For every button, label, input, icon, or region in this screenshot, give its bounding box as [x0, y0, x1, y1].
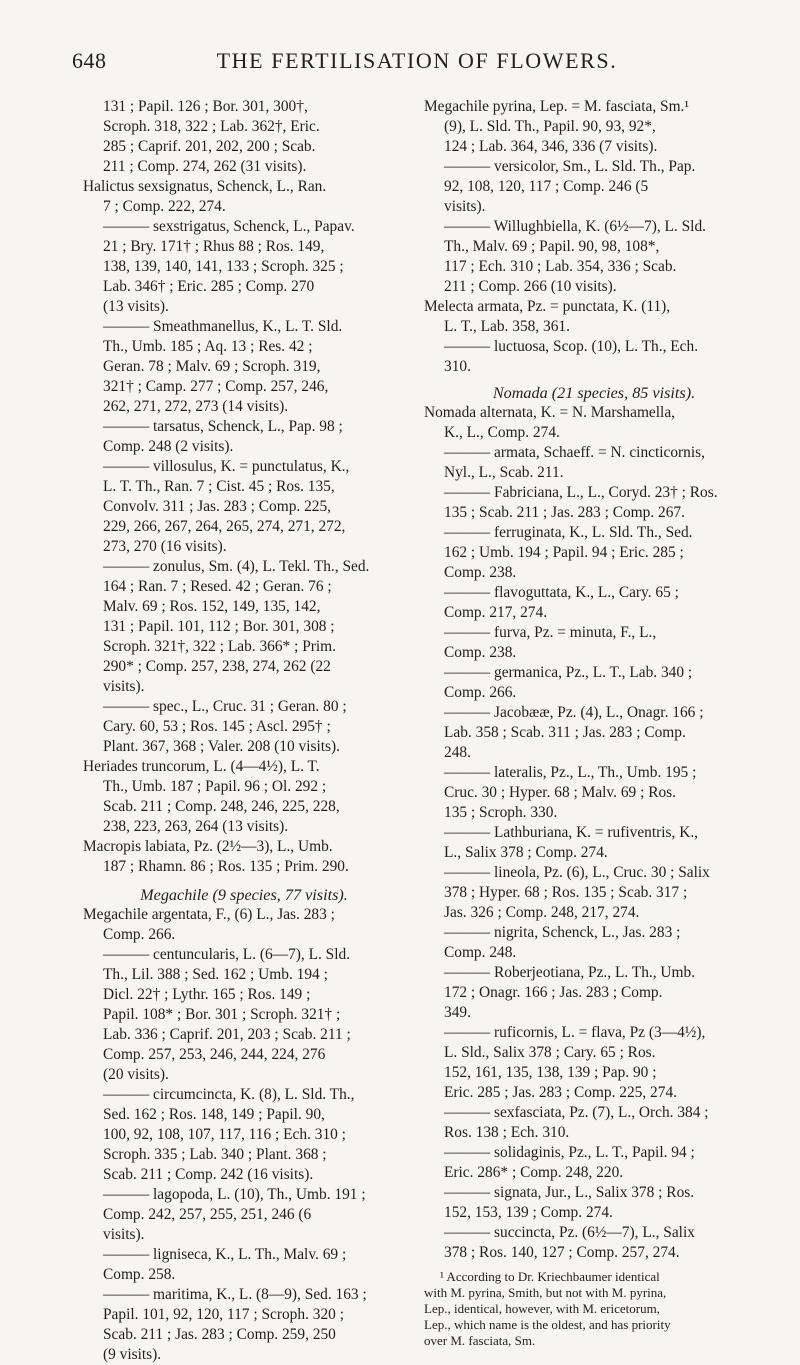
entry-line: Cary. 60, 53 ; Ros. 145 ; Ascl. 295† ; — [103, 718, 331, 735]
right-column — [424, 97, 764, 1349]
footnote-line: Lep., identical, however, with M. ericetorum, — [424, 1301, 660, 1316]
entry-line: 285 ; Caprif. 201, 202, 200 ; Scab. — [103, 138, 316, 155]
entry-line: Scroph. 318, 322 ; Lab. 362†, Eric. — [103, 118, 320, 135]
running-title: THE FERTILISATION OF FLOWERS. — [216, 48, 618, 73]
entry-line: Comp. 238. — [444, 564, 517, 581]
entry-line: Scab. 211 ; Comp. 242 (16 visits). — [103, 1166, 314, 1183]
entry-line: Th., Lil. 388 ; Sed. 162 ; Umb. 194 ; — [103, 966, 328, 983]
entry-line: 310. — [444, 358, 471, 375]
entry-line: Scab. 211 ; Comp. 248, 246, 225, 228, — [103, 798, 340, 815]
entry-line: 211 ; Comp. 274, 262 (31 visits). — [103, 158, 307, 175]
entry-line: Sed. 162 ; Ros. 148, 149 ; Papil. 90, — [103, 1106, 325, 1123]
entry-line: Convolv. 311 ; Jas. 283 ; Comp. 225, — [103, 498, 332, 515]
entry-line: (9), L. Sld. Th., Papil. 90, 93, 92*, — [444, 118, 656, 135]
entry-line: 187 ; Rhamn. 86 ; Ros. 135 ; Prim. 290. — [103, 858, 349, 875]
entry-line: ——— Smeathmanellus, K., L. T. Sld. — [103, 318, 343, 335]
entry-line: ——— Lathburiana, K. = rufiventris, K., — [444, 824, 699, 841]
entry-line: 92, 108, 120, 117 ; Comp. 246 (5 — [444, 178, 649, 195]
entry-line: 100, 92, 108, 107, 117, 116 ; Ech. 310 ; — [103, 1126, 346, 1143]
entry-line: 162 ; Umb. 194 ; Papil. 94 ; Eric. 285 ; — [444, 544, 684, 561]
entry-line: Papil. 108* ; Bor. 301 ; Scroph. 321† ; — [103, 1006, 341, 1023]
entry-line: Scroph. 321†, 322 ; Lab. 366* ; Prim. — [103, 638, 336, 655]
entry-line: Comp. 248 (2 visits). — [103, 438, 234, 455]
entry-line: 135 ; Scab. 211 ; Jas. 283 ; Comp. 267. — [444, 504, 685, 521]
entry-line: Geran. 78 ; Malv. 69 ; Scroph. 319, — [103, 358, 321, 375]
entry-line: ——— lineola, Pz. (6), L., Cruc. 30 ; Salix — [444, 864, 710, 881]
entry-line: Scroph. 335 ; Lab. 340 ; Plant. 368 ; — [103, 1146, 327, 1163]
entry-line: 131 ; Papil. 126 ; Bor. 301, 300†, — [103, 98, 308, 115]
entry-line: ——— versicolor, Sm., L. Sld. Th., Pap. — [444, 158, 696, 175]
entry-line: ——— armata, Schaeff. = N. cincticornis, — [444, 444, 705, 461]
entry-line: ——— luctuosa, Scop. (10), L. Th., Ech. — [444, 338, 699, 355]
entry-line: L. T. Th., Ran. 7 ; Cist. 45 ; Ros. 135, — [103, 478, 335, 495]
entry-line: L. T., Lab. 358, 361. — [444, 318, 570, 335]
entry-line: ——— Jacobææ, Pz. (4), L., Onagr. 166 ; — [444, 704, 704, 721]
entry-line: Comp. 257, 253, 246, 244, 224, 276 — [103, 1046, 326, 1063]
entry-line: 21 ; Bry. 171† ; Rhus 88 ; Ros. 149, — [103, 238, 325, 255]
entry-line: Nyl., L., Scab. 211. — [444, 464, 564, 481]
entry-line: Scab. 211 ; Jas. 283 ; Comp. 259, 250 — [103, 1326, 336, 1343]
entry-line: Nomada alternata, K. = N. Marshamella, — [424, 404, 675, 421]
entry-line: Macropis labiata, Pz. (2½—3), L., Umb. — [83, 838, 333, 855]
entry-line: ——— signata, Jur., L., Salix 378 ; Ros. — [444, 1184, 695, 1201]
entry-line: 152, 153, 139 ; Comp. 274. — [444, 1204, 613, 1221]
entry-line: (13 visits). — [103, 298, 169, 315]
entry-line: ——— ruficornis, L. = flava, Pz (3—4½), — [444, 1024, 706, 1041]
entry-line: ——— flavoguttata, K., L., Cary. 65 ; — [444, 584, 679, 601]
entry-line: ——— tarsatus, Schenck, L., Pap. 98 ; — [103, 418, 343, 435]
entry-line: L. Sld., Salix 378 ; Cary. 65 ; Ros. — [444, 1044, 656, 1061]
entry-line: Comp. 242, 257, 255, 251, 246 (6 — [103, 1206, 312, 1223]
entry-line: Megachile pyrina, Lep. = M. fasciata, Sm.¹ — [424, 98, 690, 115]
entry-line: Lab. 358 ; Scab. 311 ; Jas. 283 ; Comp. — [444, 724, 686, 741]
entry-line: 321† ; Camp. 277 ; Comp. 257, 246, — [103, 378, 329, 395]
entry-line: ——— ferruginata, K., L. Sld. Th., Sed. — [444, 524, 693, 541]
entry-line: visits). — [444, 198, 486, 215]
entry-line: Comp. 266. — [103, 926, 176, 943]
entry-line: Eric. 285 ; Jas. 283 ; Comp. 225, 274. — [444, 1084, 677, 1101]
entry-line: Cruc. 30 ; Hyper. 68 ; Malv. 69 ; Ros. — [444, 784, 676, 801]
footnote-line: ¹ According to Dr. Kriechbaumer identical — [440, 1269, 660, 1284]
section-heading: Nomada (21 species, 85 visits). — [492, 384, 696, 402]
entry-line: visits). — [103, 1226, 145, 1243]
entry-line: (9 visits). — [103, 1346, 162, 1363]
entry-line: 124 ; Lab. 364, 346, 336 (7 visits). — [444, 138, 658, 155]
entry-line: Dicl. 22† ; Lythr. 165 ; Ros. 149 ; — [103, 986, 311, 1003]
entry-line: Plant. 367, 368 ; Valer. 208 (10 visits). — [103, 738, 340, 755]
entry-line: 7 ; Comp. 222, 274. — [103, 198, 226, 215]
entry-line: Heriades truncorum, L. (4—4½), L. T. — [83, 758, 320, 775]
entry-line: ——— germanica, Pz., L. T., Lab. 340 ; — [444, 664, 693, 681]
entry-line: ——— furva, Pz. = minuta, F., L., — [444, 624, 657, 641]
entry-line: ——— sexstrigatus, Schenck, L., Papav. — [103, 218, 355, 235]
entry-line: (20 visits). — [103, 1066, 169, 1083]
entry-line: Malv. 69 ; Ros. 152, 149, 135, 142, — [103, 598, 321, 615]
entry-line: Papil. 101, 92, 120, 117 ; Scroph. 320 ; — [103, 1306, 344, 1323]
entry-line: 164 ; Ran. 7 ; Resed. 42 ; Geran. 76 ; — [103, 578, 332, 595]
entry-line: Megachile argentata, F., (6) L., Jas. 283 ; — [83, 906, 335, 923]
entry-line: 211 ; Comp. 266 (10 visits). — [444, 278, 617, 295]
entry-line: Comp. 248. — [444, 944, 517, 961]
entry-line: Eric. 286* ; Comp. 248, 220. — [444, 1164, 624, 1181]
entry-line: ——— Roberjeotiana, Pz., L. Th., Umb. — [444, 964, 696, 981]
page-number: 648 — [72, 48, 107, 73]
entry-line: 273, 270 (16 visits). — [103, 538, 227, 555]
entry-line: ——— sexfasciata, Pz. (7), L., Orch. 384 ; — [444, 1104, 709, 1121]
spacer — [83, 877, 405, 885]
entry-line: Th., Umb. 187 ; Papil. 96 ; Ol. 292 ; — [103, 778, 327, 795]
entry-line: 290* ; Comp. 257, 238, 274, 262 (22 — [103, 658, 331, 675]
footnote-line: with M. pyrina, Smith, but not with M. pyrina, — [424, 1285, 667, 1300]
entry-line: ——— nigrita, Schenck, L., Jas. 283 ; — [444, 924, 681, 941]
entry-line: ——— villosulus, K. = punctulatus, K., — [103, 458, 350, 475]
entry-line: Lab. 346† ; Eric. 285 ; Comp. 270 — [103, 278, 315, 295]
entry-line: Lab. 336 ; Caprif. 201, 203 ; Scab. 211 ; — [103, 1026, 351, 1043]
entry-line: 135 ; Scroph. 330. — [444, 804, 558, 821]
entry-line: 238, 223, 263, 264 (13 visits). — [103, 818, 289, 835]
entry-line: ——— spec., L., Cruc. 31 ; Geran. 80 ; — [103, 698, 347, 715]
entry-line: Th., Malv. 69 ; Papil. 90, 98, 108*, — [444, 238, 660, 255]
entry-line: ——— lateralis, Pz., L., Th., Umb. 195 ; — [444, 764, 697, 781]
entry-line: Halictus sexsignatus, Schenck, L., Ran. — [83, 178, 327, 195]
entry-line: K., L., Comp. 274. — [444, 424, 560, 441]
entry-line: Comp. 217, 274. — [444, 604, 548, 621]
entry-line: 138, 139, 140, 141, 133 ; Scroph. 325 ; — [103, 258, 344, 275]
entry-line: Th., Umb. 185 ; Aq. 13 ; Res. 42 ; — [103, 338, 313, 355]
page-header — [72, 48, 762, 78]
entry-line: ——— centuncularis, L. (6—7), L. Sld. — [103, 946, 351, 963]
entry-line: ——— ligniseca, K., L. Th., Malv. 69 ; — [103, 1246, 347, 1263]
entry-line: 131 ; Papil. 101, 112 ; Bor. 301, 308 ; — [103, 618, 335, 635]
entry-line: 378 ; Hyper. 68 ; Ros. 135 ; Scab. 317 ; — [444, 884, 688, 901]
entry-line: ——— lagopoda, L. (10), Th., Umb. 191 ; — [103, 1186, 366, 1203]
entry-line: 248. — [444, 744, 471, 761]
footnote-line: over M. fasciata, Sm. — [424, 1333, 536, 1348]
entry-line: Comp. 258. — [103, 1266, 176, 1283]
entry-line: 117 ; Ech. 310 ; Lab. 354, 336 ; Scab. — [444, 258, 677, 275]
entry-line: ——— zonulus, Sm. (4), L. Tekl. Th., Sed. — [103, 558, 370, 575]
section-heading: Megachile (9 species, 77 visits). — [140, 886, 348, 904]
entry-line: 152, 161, 135, 138, 139 ; Pap. 90 ; — [444, 1064, 657, 1081]
entry-line: 262, 271, 272, 273 (14 visits). — [103, 398, 289, 415]
entry-line: visits). — [103, 678, 145, 695]
entry-line: ——— circumcincta, K. (8), L. Sld. Th., — [103, 1086, 355, 1103]
entry-line: ——— maritima, K., L. (8—9), Sed. 163 ; — [103, 1286, 367, 1303]
left-column — [83, 97, 405, 1365]
entry-line: Comp. 266. — [444, 684, 517, 701]
entry-line: 349. — [444, 1004, 471, 1021]
entry-line: 172 ; Onagr. 166 ; Jas. 283 ; Comp. — [444, 984, 663, 1001]
entry-line: Ros. 138 ; Ech. 310. — [444, 1124, 570, 1141]
entry-line: 229, 266, 267, 264, 265, 274, 271, 272, — [103, 518, 346, 535]
entry-line: ——— succincta, Pz. (6½—7), L., Salix — [444, 1224, 695, 1241]
entry-line: ——— Fabriciana, L., L., Coryd. 23† ; Ros. — [444, 484, 718, 501]
entry-line: 378 ; Ros. 140, 127 ; Comp. 257, 274. — [444, 1244, 680, 1261]
entry-line: Jas. 326 ; Comp. 248, 217, 274. — [444, 904, 640, 921]
entry-line: Comp. 238. — [444, 644, 517, 661]
entry-line: Melecta armata, Pz. = punctata, K. (11), — [424, 298, 671, 315]
entry-line: L., Salix 378 ; Comp. 274. — [444, 844, 608, 861]
footnote-line: Lep., which name is the oldest, and has priority — [424, 1317, 671, 1332]
entry-line: ——— Willughbiella, K. (6½—7), L. Sld. — [444, 218, 707, 235]
entry-line: ——— solidaginis, Pz., L. T., Papil. 94 ; — [444, 1144, 695, 1161]
